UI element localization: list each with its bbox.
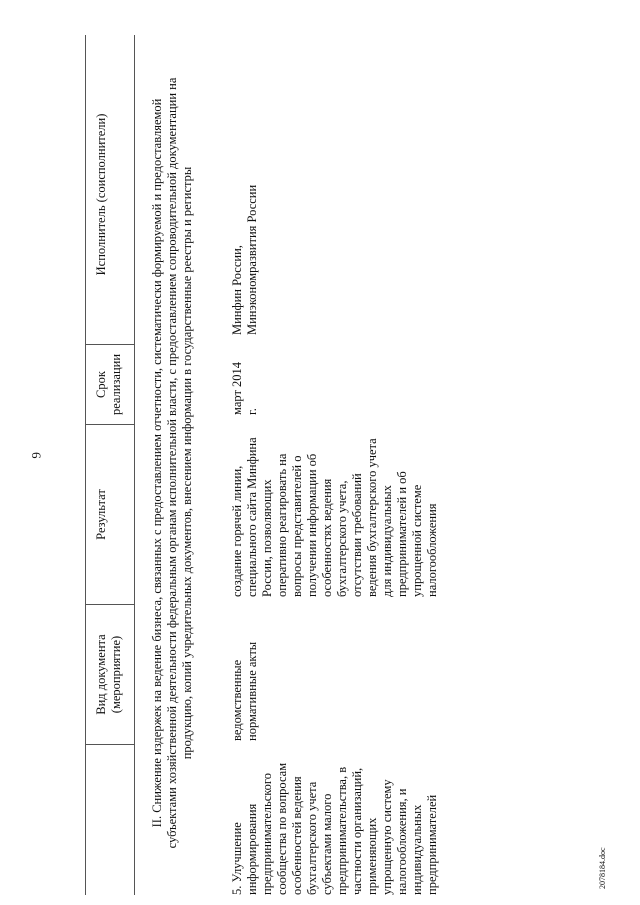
doc-type-cell: ведомственные нормативные акты	[230, 641, 259, 741]
section-title: II. Снижение издержек на ведение бизнеса, связанных с предоставлением отчетности, систематически формируемой и предоставляемой субъектами хозяйственной деятельности федеральным органам исполнительной власти, с предоставлением сопроводительной документации на продукцию, копий учредительных документов, внесением информации в государственные реестры и регистры	[150, 77, 194, 849]
table-header	[85, 35, 135, 895]
document-footer: 2078184.doc	[598, 847, 607, 889]
executor-cell: Минфин России, Минэкономразвития России	[230, 184, 259, 335]
header-deadline: Срок реализации	[86, 345, 134, 425]
rotated-page-content	[30, 25, 620, 895]
deadline-cell: март 2014 г.	[230, 361, 259, 415]
header-doc-type: Вид документа (мероприятие)	[86, 605, 134, 745]
header-result: Результат	[86, 425, 134, 605]
header-executor: Исполнитель (соисполнители)	[86, 45, 134, 345]
page-number: 6	[29, 452, 44, 459]
measure-cell: 5. Улучшение информирования предпринимательского сообщества по вопросам особенностей ведения бухгалтерского учета субъектами малого предпринимательства, в частности организаций, применяющих упрощенную систему налогообложения, и индивидуальных предпринимателей	[230, 762, 439, 895]
result-cell: создание горячей линии, специального сайта Минфина России, позволяющих оперативно реагировать на вопросы представителей о получении информации об особенностях ведения бухгалтерского учета, отсутствии требований ведения бухгалтерского учета для индивидуальных предпринимателей и об упрощенной системе налогообложения	[230, 437, 439, 597]
